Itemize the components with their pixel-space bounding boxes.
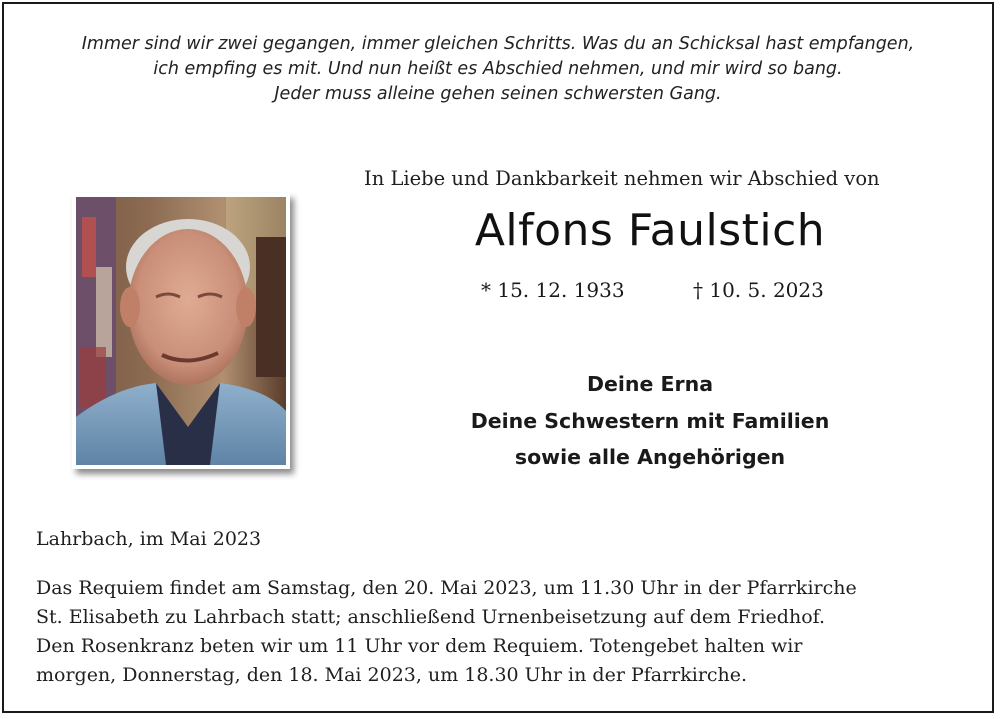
portrait-illustration [76, 197, 286, 465]
mourner-line: Deine Schwestern mit Familien [470, 408, 830, 433]
death-date: † 10. 5. 2023 [693, 278, 824, 302]
deceased-name: Alfons Faulstich [474, 205, 826, 256]
notice-line: St. Elisabeth zu Lahrbach statt; anschließend Urnenbeisetzung auf dem Friedhof. [36, 606, 826, 628]
portrait-photo [76, 197, 286, 465]
service-notice [36, 574, 966, 690]
mourners-list [450, 366, 850, 476]
birth-date: * 15. 12. 1933 [481, 278, 625, 302]
portrait-photo-frame [72, 193, 290, 469]
mourner-line: sowie alle Angehörigen [514, 445, 786, 469]
notice-line: morgen, Donnerstag, den 18. Mai 2023, um 18.30 Uhr in der Pfarrkirche. [36, 664, 748, 686]
poem-line: Jeder muss alleine gehen seinen schwersten Gang. [274, 84, 722, 104]
farewell-intro: In Liebe und Dankbarkeit nehmen wir Abschied von [364, 167, 880, 190]
place-date: Lahrbach, im Mai 2023 [36, 528, 262, 550]
poem-line: ich empfing es mit. Und nun heißt es Abschied nehmen, und mir wird so bang. [153, 59, 843, 79]
poem-line: Immer sind wir zwei gegangen, immer gleichen Schritts. Was du an Schicksal hast empfangen, [81, 34, 915, 54]
poem-verse [0, 32, 996, 107]
notice-line: Den Rosenkranz beten wir um 11 Uhr vor dem Requiem. Totengebet halten wir [36, 635, 803, 657]
mourner-line: Deine Erna [586, 372, 714, 396]
notice-line: Das Requiem findet am Samstag, den 20. Mai 2023, um 11.30 Uhr in der Pfarrkirche [36, 577, 857, 599]
